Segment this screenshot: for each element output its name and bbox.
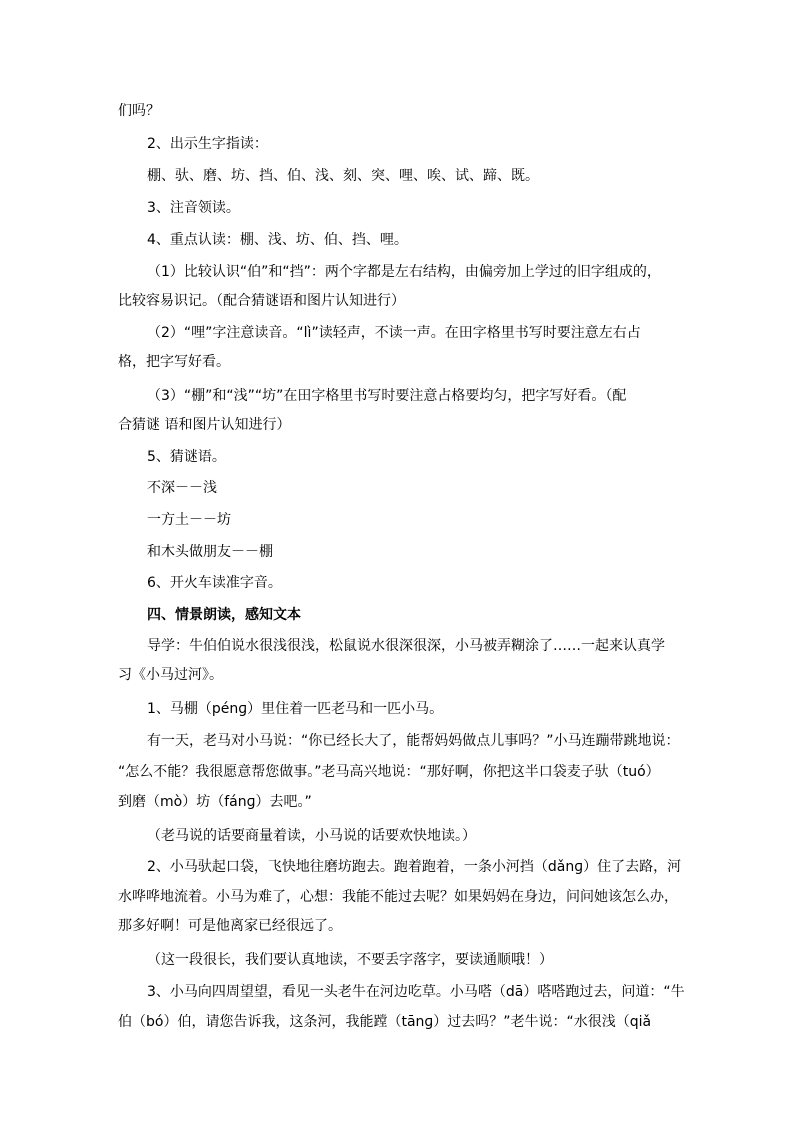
text-line: 不深－－浅 [147, 480, 217, 496]
text-line: 6、开火车读准字音。 [147, 575, 282, 591]
text-line: 5、猜谜语。 [147, 449, 226, 465]
text-line: 2、小马驮起口袋，飞快地往磨坊跑去。跑着跑着，一条小河挡（dǎnɡ）住了去路，河 [147, 859, 682, 875]
text-line: 1、马棚（pénɡ）里住着一匹老马和一匹小马。 [147, 701, 444, 717]
section-heading: 四、情景朗读，感知文本 [147, 607, 301, 623]
text-line: 那多好啊！可是他离家已经很远了。 [118, 918, 342, 934]
text-line: 一方土－－坊 [147, 512, 231, 528]
text-line: 水哗哗地流着。小马为难了，心想：我能不能过去呢？如果妈妈在身边，问问她该怎么办， [118, 889, 678, 905]
text-line: 4、重点认读：棚、浅、坊、伯、挡、哩。 [147, 232, 408, 248]
text-line: 比较容易识记。（配合猜谜语和图片认知进行） [118, 293, 405, 309]
text-line: 伯（bó）伯，请您告诉我，这条河，我能蹚（tānɡ）过去吗？”老牛说：“水很浅（qiǎ [118, 1014, 652, 1030]
text-line: “怎么不能？我很愿意帮您做事。”老马高兴地说：“那好啊，你把这半口袋麦子驮（tuó） [118, 764, 660, 780]
text-line: 2、出示生字指读： [147, 136, 268, 152]
text-line: 棚、驮、磨、坊、挡、伯、浅、刻、突、哩、唉、试、蹄、既。 [147, 168, 539, 184]
text-line: 习《小马过河》。 [118, 667, 223, 683]
text-line: 导学：牛伯伯说水很浅很浅，松鼠说水很深很深，小马被弄糊涂了……一起来认真学 [147, 638, 665, 654]
text-line: 们吗？ [118, 103, 160, 119]
text-line: 格，把字写好看。 [118, 354, 230, 370]
text-line: 到磨（mò）坊（fánɡ）去吧。” [118, 794, 312, 810]
text-line: （老马说的话要商量着读，小马说的话要欢快地读。） [147, 828, 476, 844]
text-line: 合猜谜 语和图片认知进行） [118, 417, 291, 433]
text-line: 有一天，老马对小马说：“你已经长大了，能帮妈妈做点儿事吗？”小马连蹦带跳地说： [147, 733, 680, 749]
text-line: （这一段很长，我们要认真地读，不要丢字落字，要读通顺哦！） [147, 952, 553, 968]
text-line: （3）“棚”和“浅”“坊”在田字格里书写时要注意占格要均匀，把字写好看。（配 [147, 388, 627, 404]
text-line: 3、注音领读。 [147, 200, 240, 216]
text-line: 和木头做朋友－－棚 [147, 544, 273, 560]
text-line: 3、小马向四周望望，看见一头老牛在河边吃草。小马嗒（dā）嗒嗒跑过去，问道：“牛 [147, 984, 685, 1000]
text-line: （2）“哩”字注意读音。“lì”读轻声，不读一声。在田字格里书写时要注意左右占 [147, 325, 641, 341]
text-line: （1）比较认识“伯”和“挡”：两个字都是左右结构，由偏旁加上学过的旧字组成的， [147, 264, 661, 280]
